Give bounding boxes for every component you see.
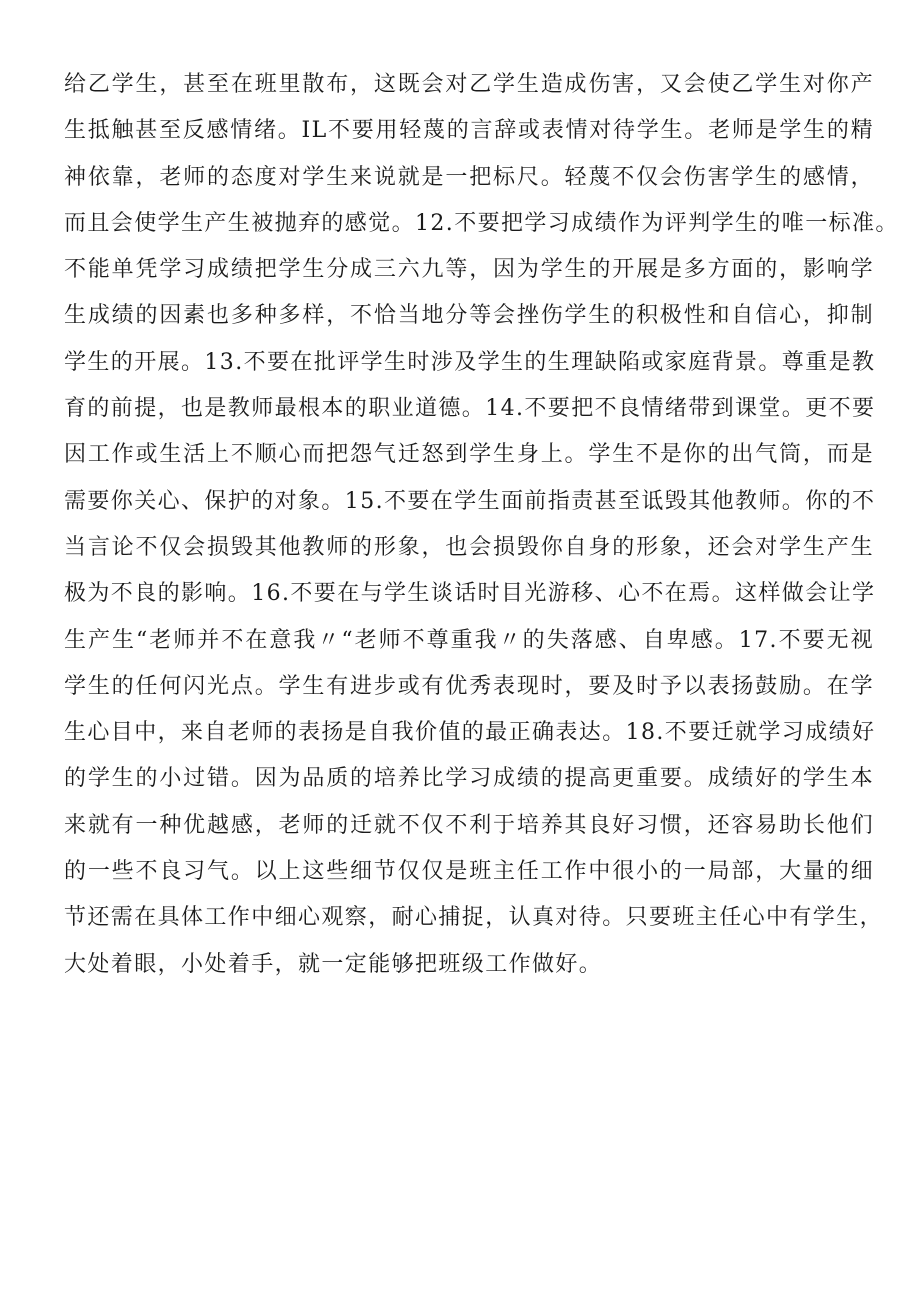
text-line-12: 极为不良的影响。16.不要在与学生谈话时目光游移、心不在焉。这样做会让学	[64, 581, 876, 607]
text-line-9: 因工作或生活上不顺心而把怨气迁怒到学生身上。学生不是你的出气筒，而是	[64, 442, 874, 468]
text-line-1: 给乙学生，甚至在班里散布，这既会对乙学生造成伤害，又会使乙学生对你产	[64, 72, 874, 97]
text-line-14: 学生的任何闪光点。学生有进步或有优秀表现时，要及时予以表扬鼓励。在学	[64, 673, 874, 699]
text-line-2: 生抵触甚至反感情绪。IL不要用轻蔑的言辞或表情对待学生。老师是学生的精	[64, 118, 874, 144]
text-line-19: 节还需在具体工作中细心观察，耐心捕捉，认真对待。只要班主任心中有学生，	[64, 905, 884, 931]
text-line-15: 生心目中，来自老师的表扬是自我价值的最正确表达。18.不要迁就学习成绩好	[64, 720, 876, 746]
text-line-11: 当言论不仅会损毁其他教师的形象，也会损毁你自身的形象，还会对学生产生	[64, 534, 874, 560]
text-line-17: 来就有一种优越感，老师的迁就不仅不利于培养其良好习惯，还容易助长他们	[64, 812, 874, 838]
text-line-6: 生成绩的因素也多种多样，不恰当地分等会挫伤学生的积极性和自信心，抑制	[64, 303, 874, 329]
text-line-18: 的一些不良习气。以上这些细节仅仅是班主任工作中很小的一局部，大量的细	[64, 859, 874, 885]
body-paragraph	[64, 62, 899, 988]
text-line-20: 大处着眼，小处着手，就一定能够把班级工作做好。	[64, 951, 603, 977]
text-line-13: 生产生“老师并不在意我〃“老师不尊重我〃的失落感、自卑感。17.不要无视	[64, 627, 874, 653]
text-line-10: 需要你关心、保护的对象。15.不要在学生面前指责甚至诋毁其他教师。你的不	[64, 488, 876, 514]
text-line-16: 的学生的小过错。因为品质的培养比学习成绩的提高更重要。成绩好的学生本	[64, 766, 874, 792]
text-line-3: 神依靠，老师的态度对学生来说就是一把标尺。轻蔑不仅会伤害学生的感情，	[64, 164, 874, 190]
text-line-7: 学生的开展。13.不要在批评学生时涉及学生的生理缺陷或家庭背景。尊重是教	[64, 349, 876, 375]
text-line-4: 而且会使学生产生被抛弃的感觉。12.不要把学习成绩作为评判学生的唯一标准。	[64, 210, 899, 236]
text-line-8: 育的前提，也是教师最根本的职业道德。14.不要把不良情绪带到课堂。更不要	[64, 396, 876, 422]
text-line-5: 不能单凭学习成绩把学生分成三六九等，因为学生的开展是多方面的，影响学	[64, 257, 874, 283]
